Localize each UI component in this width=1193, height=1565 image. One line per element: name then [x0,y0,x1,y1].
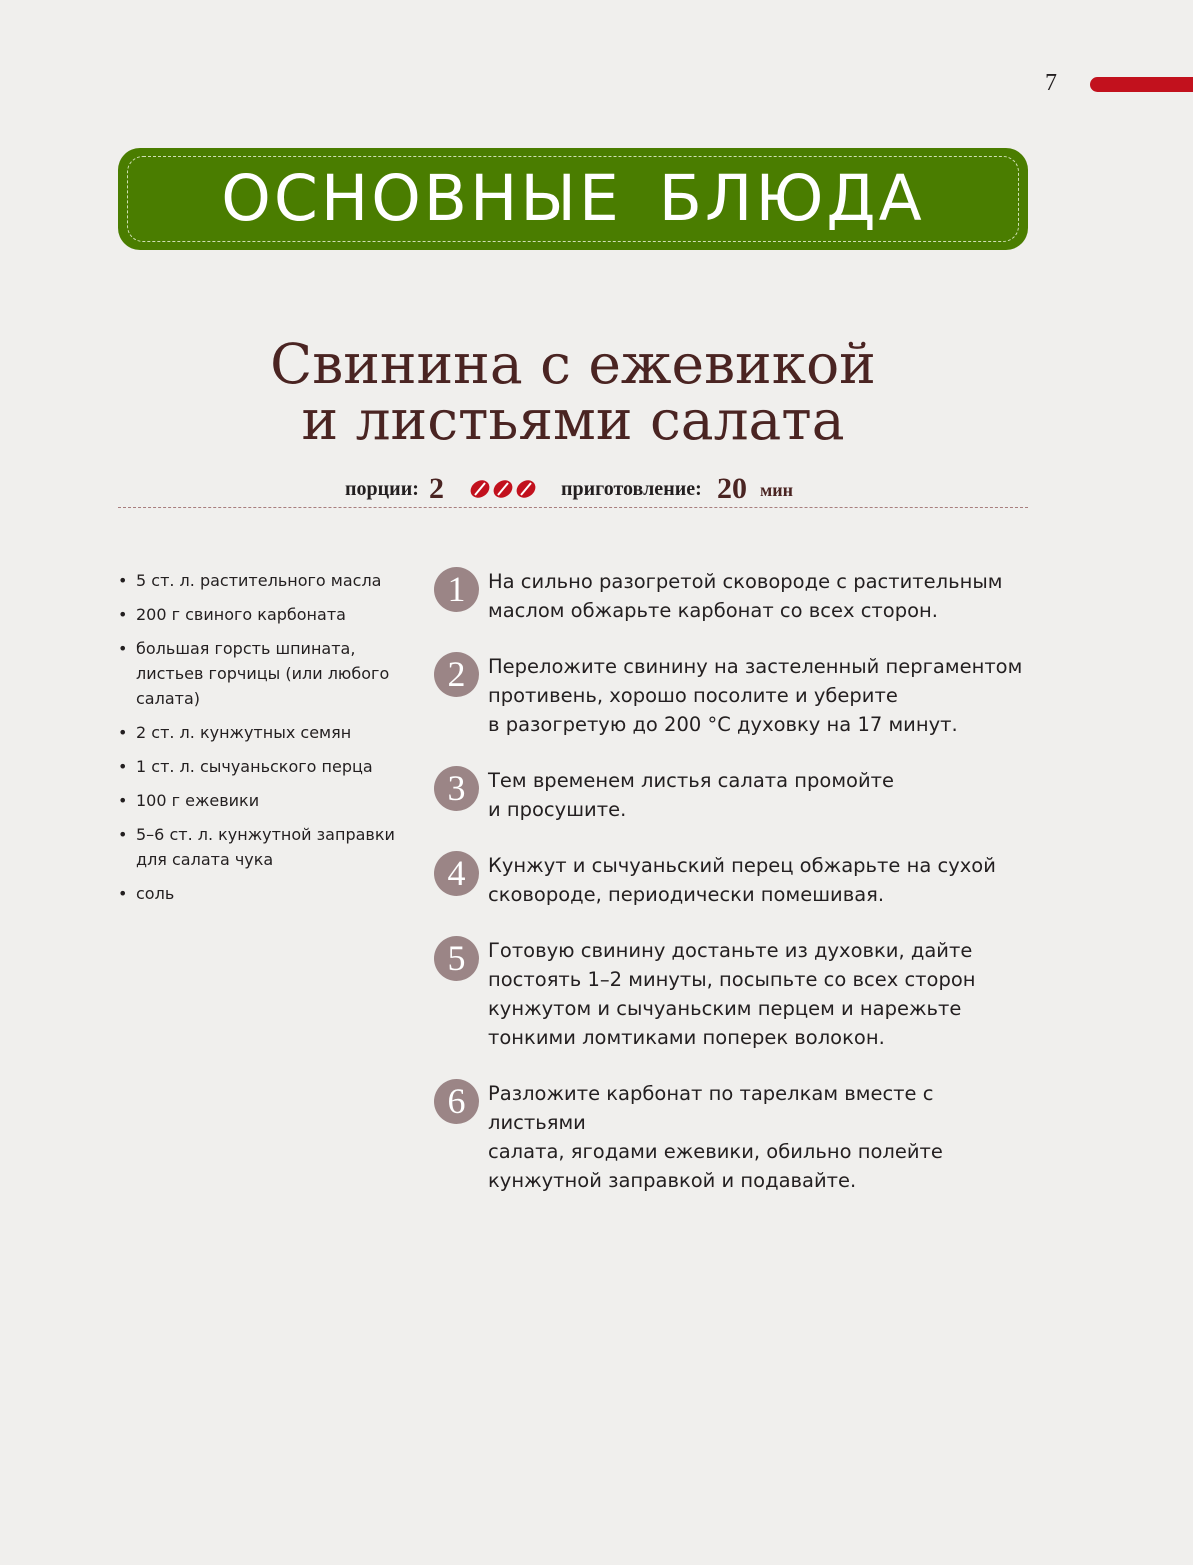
step-number-badge: 5 [434,936,479,981]
difficulty-rating [469,478,539,500]
bullet-icon: • [118,639,128,658]
step-item [434,936,1034,1052]
bullet-icon: • [118,723,128,742]
bullet-icon: • [118,605,128,624]
bullet-icon: • [118,884,128,903]
recipe-title [118,332,1028,452]
bullet-icon: • [118,825,128,844]
step-item [434,766,1034,824]
ingredient-item [118,602,403,627]
section-banner [118,148,1028,250]
ingredient-text: 5 ст. л. растительного масла [136,571,382,590]
step-text: Переложите свинину на застеленный пергаментом противень, хорошо посолите и уберите в разогретую до 200 °С духовку на 17 минут. [488,655,1023,736]
ingredient-item [118,881,403,906]
step-item [434,567,1034,625]
ingredient-item [118,788,403,813]
step-number-badge: 4 [434,851,479,896]
difficulty-icon [469,478,493,500]
ingredient-text: 200 г свиного карбоната [136,605,346,624]
recipe-meta [118,474,1028,510]
step-number-badge: 3 [434,766,479,811]
ingredient-text: 5–6 ст. л. кунжутной заправки для салата чука [136,825,395,869]
page-number: 7 [1045,70,1057,96]
ingredient-text: большая горсть шпината, листьев горчицы (или любого салата) [136,639,390,708]
ingredient-text: соль [136,884,175,903]
step-number-badge: 1 [434,567,479,612]
cooking-time-value: 20 [717,472,747,505]
ingredient-item [118,720,403,745]
cooking-time-unit: мин [760,480,794,500]
ingredient-item [118,754,403,779]
servings-value: 2 [429,472,444,505]
step-text: Кунжут и сычуаньский перец обжарьте на сухой сковороде, периодически помешивая. [488,854,996,906]
step-number-badge: 6 [434,1079,479,1124]
difficulty-icons [469,478,539,500]
recipe-title-line-2: и листьями салата [301,388,845,452]
bullet-icon: • [118,571,128,590]
ingredients-list [118,568,403,915]
step-text: Тем временем листья салата промойте и просушите. [488,769,895,821]
difficulty-icon [490,478,516,500]
ingredient-text: 1 ст. л. сычуаньского перца [136,757,373,776]
corner-accent-bar [1090,77,1193,92]
step-item [434,851,1034,909]
ingredient-text: 100 г ежевики [136,791,260,810]
step-text: Разложите карбонат по тарелкам вместе с листьями салата, ягодами ежевики, обильно полейте кунжутной заправкой и подавайте. [488,1082,943,1192]
ingredient-item [118,636,403,711]
ingredient-item [118,568,403,593]
step-item [434,652,1034,739]
section-title: ОСНОВНЫЕ БЛЮДА [221,162,925,235]
step-number-badge: 2 [434,652,479,697]
step-item [434,1079,1034,1195]
ingredient-item [118,822,403,872]
dashed-divider [118,507,1028,508]
servings-label: порции: [345,478,419,500]
cooking-time-label: приготовление: [561,478,702,500]
bullet-icon: • [118,757,128,776]
bullet-icon: • [118,791,128,810]
difficulty-icon [513,478,539,500]
step-text: На сильно разогретой сковороде с растительным маслом обжарьте карбонат со всех сторон. [488,570,1003,622]
step-text: Готовую свинину достаньте из духовки, дайте постоять 1–2 минуты, посыпьте со всех сторон кунжутом и сычуаньским перцем и нарежьте тонкими ломтиками поперек волокон. [488,939,976,1049]
ingredient-text: 2 ст. л. кунжутных семян [136,723,352,742]
recipe-title-line-1: Свинина с ежевикой [270,332,876,396]
steps-list [434,563,1034,1195]
